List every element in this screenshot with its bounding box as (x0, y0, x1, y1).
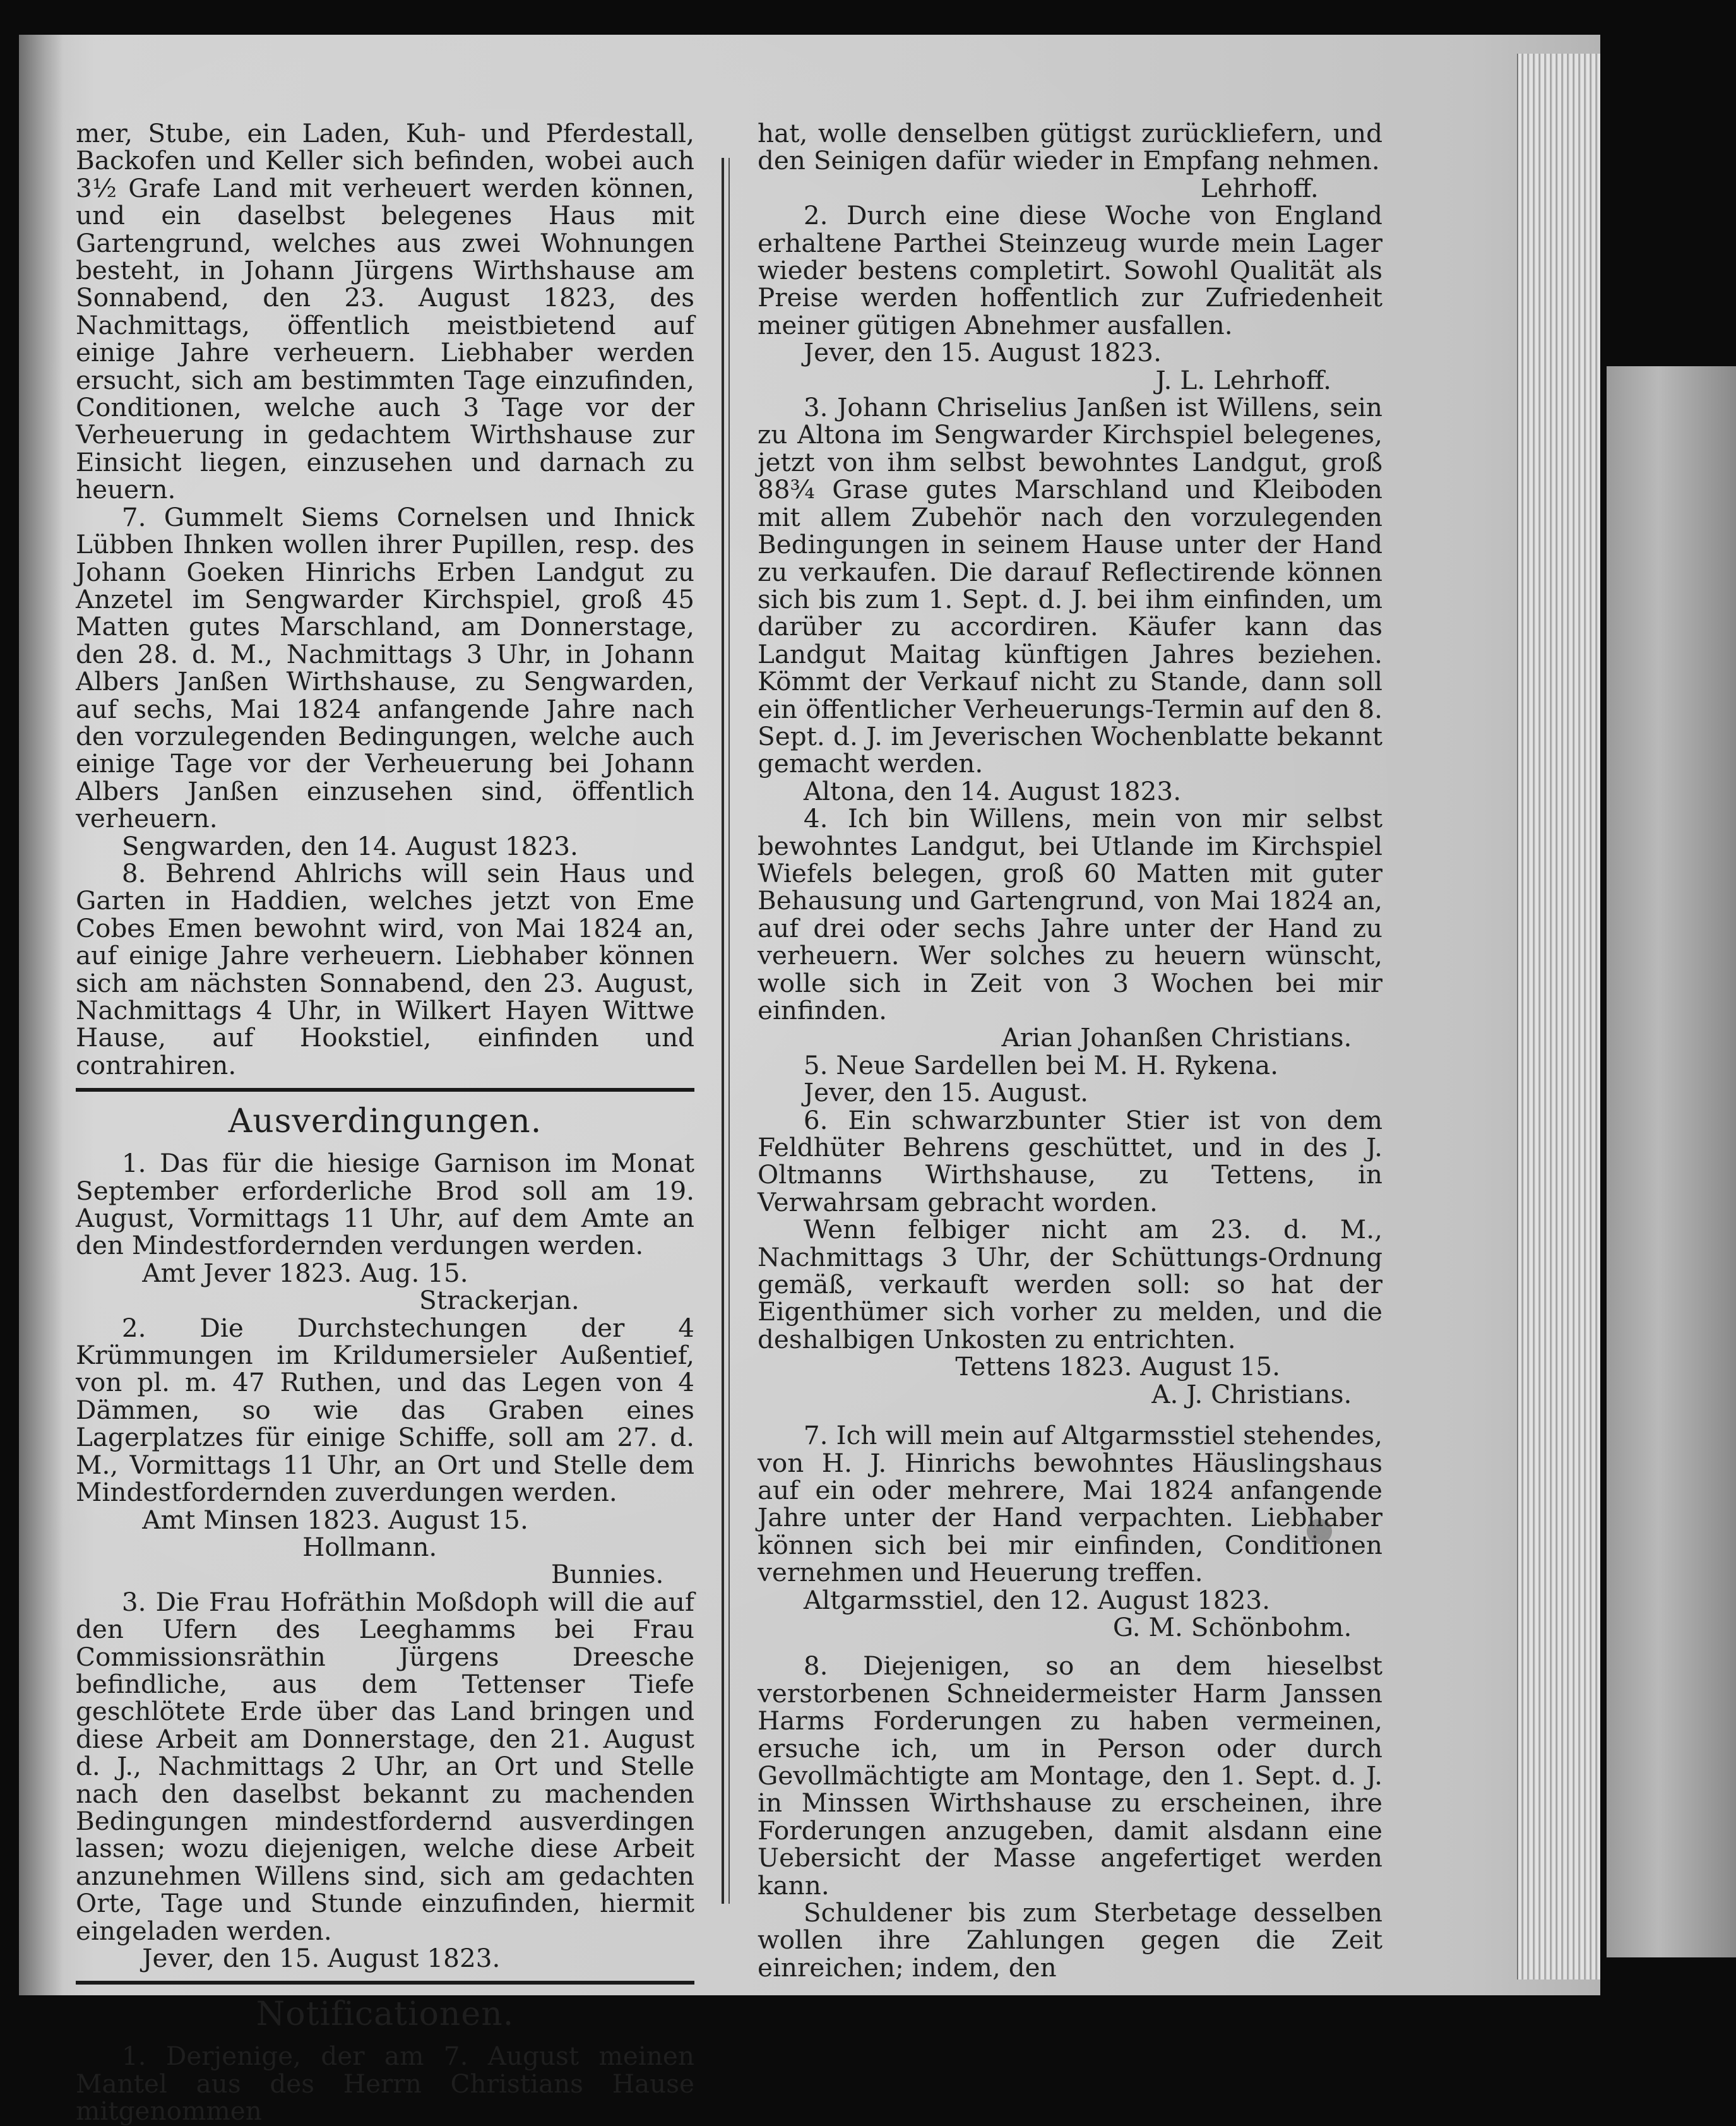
right-item-7-date: Altgarmsstiel, den 12. August 1823. (803, 1584, 1271, 1615)
right-item-3: 3. Johann Chriselius Janßen ist Willens, sein zu Altona im Sengwarder Kirchspiel belegenes, jetzt von ihm selbst bewohntes Landgut, groß 88¾ Grase gutes Marschland und Kleiboden mit allem Zubehör nach den vorzulegenden Bedingungen in seinem Hause unter der Hand zu verkaufen. Die darauf Reflectirende können sich bis zum 1. Sept. d. J. bei ihm einfinden, um darüber zu accordiren. Käufer kann das Landgut Maitag künftigen Jahres beziehen. Kömmt der Verkauf nicht zu Stande, dann soll ein öffentlicher Verheuerungs-Termin auf den 8. Sept. d. J. im Jeverischen Wochenblatte bekannt gemacht werden. (758, 392, 1382, 779)
right-item-2-signature: J. L. Lehrhoff. (1155, 364, 1331, 395)
right-item-7-signature: G. M. Schönbohm. (1112, 1611, 1352, 1642)
page-edges (1517, 54, 1600, 1980)
right-item-4: 4. Ich bin Willens, mein von mir selbst bewohntes Landgut, bei Utlande im Kirchspiel Wiefels belegen, groß 60 Matten mit guter Behausung und Gartengrund, von Mai 1824 an, auf drei oder sechs Jahre unter der Hand zu verheuern. Wer solches zu heuern wünscht, wolle sich in Zeit von 3 Wochen bei mir einfinden. (758, 803, 1382, 1025)
page-flap-edge (1607, 366, 1736, 1957)
column-divider (722, 158, 724, 1904)
column-divider-inner (728, 158, 730, 1904)
right-item-3-date: Altona, den 14. August 1823. (803, 775, 1182, 806)
ausverdingungen-item-2-signature-2: Bunnies. (550, 1559, 664, 1590)
section-rule (76, 1088, 694, 1092)
section-rule (76, 1981, 694, 1985)
right-item-8-continuation: Schuldener bis zum Sterbetage desselben wollen ihre Zahlungen gegen die Zeit einreichen; indem, den (758, 1897, 1382, 1983)
book-gutter (19, 35, 63, 1995)
right-item-2-date: Jever, den 15. August 1823. (803, 337, 1162, 368)
ausverdingungen-item-1-date: Amt Jever 1823. Aug. 15. (142, 1257, 468, 1288)
newspaper-page (19, 35, 1600, 2126)
ausverdingungen-item-3-date: Jever, den 15. August 1823. (142, 1943, 501, 1973)
right-column (758, 120, 1382, 1981)
left-top-continuation: mer, Stube, ein Laden, Kuh- und Pferdestall, Backofen und Keller sich befinden, wobei auch 3½ Grafe Land mit verheuert werden können, und ein daselbst belegenes Haus mit Gartengrund, welches aus zwei Wohnungen besteht, in Johann Jürgens Wirthshause am Sonnabend, den 23. August 1823, des Nachmittags, öffentlich meistbietend auf einige Jahre verheuern. Liebhaber werden ersucht, sich am bestimmten Tage einzufinden, Conditionen, welche auch 3 Tage vor der Verheuerung in gedachtem Wirthshause zur Einsicht liegen, einzusehen und darnach zu heuern. (76, 118, 694, 505)
right-item-6: 6. Ein schwarzbunter Stier ist von dem Feldhüter Behrens geschüttet, und in des J. Oltmanns Wirthshause, zu Tettens, in Verwahrsam gebracht worden. (758, 1104, 1382, 1217)
ausverdingungen-item-1-signature: Strackerjan. (419, 1285, 580, 1316)
right-item-8: 8. Diejenigen, so an dem hieselbst verstorbenen Schneidermeister Harm Janssen Harms Forderungen zu haben vermeinen, ersuche ich, um in Person oder durch Gevollmächtigte am Montage, den 1. Sept. d. J. in Minssen Wirthshause zu erscheinen, ihre Forderungen anzugeben, damit alsdann eine Uebersicht der Masse angefertiget werden kann. (758, 1651, 1382, 1901)
ink-stain (1307, 1519, 1332, 1544)
right-item-7: 7. Ich will mein auf Altgarmsstiel stehendes, von H. J. Hinrichs bewohntes Häuslingshaus auf ein oder mehrere, Mai 1824 anfangende Jahre unter der Hand verpachten. Liebhaber können sich bei mir einfinden, Conditionen vernehmen und Heuerung treffen. (758, 1420, 1382, 1588)
ausverdingungen-item-2: 2. Die Durchstechungen der 4 Krümmungen im Krildumersieler Außentief, von pl. m. 47 Ruthen, und das Legen von 4 Dämmen, so wie das Graben eines Lagerplatzes für einige Schiffe, soll am 27. d. M., Vormittags 11 Uhr, an Ort und Stelle dem Mindestfordernden zuverdungen werden. (76, 1312, 694, 1508)
right-item-6-date: Tettens 1823. August 15. (955, 1351, 1280, 1382)
right-item-6-signature: A. J. Christians. (1151, 1378, 1352, 1409)
left-item-7-date: Sengwarden, den 14. August 1823. (121, 830, 578, 861)
notificationen-item-1: 1. Derjenige, der am 7. August meinen Mantel aus des Herrn Christians Hause mitgenommen (76, 2041, 694, 2126)
ausverdingungen-item-1: 1. Das für die hiesige Garnison im Monat September erforderliche Brod soll am 19. August, Vormittags 11 Uhr, auf dem Amte an den Mindestfordernden verdungen werden. (76, 1148, 694, 1261)
left-item-7: 7. Gummelt Siems Cornelsen und Ihnick Lübben Ihnken wollen ihrer Pupillen, resp. des Johann Goeken Hinrichs Erben Landgut zu Anzetel im Sengwarder Kirchspiel, groß 45 Matten gutes Marschland, am Donnerstage, den 28. d. M., Nachmittags 3 Uhr, in Johann Albers Janßen Wirthshause, zu Sengwarden, auf sechs, Mai 1824 anfangende Jahre nach den vorzulegenden Bedingungen, welche auch einige Tage vor der Verheuerung bei Johann Albers Janßen einzusehen sind, öffentlich verheuern. (76, 501, 694, 834)
section-title-ausverdingungen: Ausverdingungen. (228, 1102, 542, 1141)
section-title-notificationen: Notificationen. (256, 1995, 514, 2034)
right-item-2: 2. Durch eine diese Woche von England erhaltene Parthei Steinzeug wurde mein Lager wieder bestens completirt. Sowohl Qualität als Preise werden hoffentlich zur Zufriedenheit meiner gütigen Abnehmer ausfallen. (758, 200, 1382, 340)
right-top-continuation: hat, wolle denselben gütigst zurückliefern, und den Seinigen dafür wieder in Empfang nehmen. (758, 118, 1382, 176)
right-item-6-continuation: Wenn felbiger nicht am 23. d. M., Nachmittags 3 Uhr, der Schüttungs-Ordnung gemäß, verkauft werden soll: so hat der Eigenthümer sich vorher zu melden, und die deshalbigen Unkosten zu entrichten. (758, 1214, 1382, 1354)
right-item-5: 5. Neue Sardellen bei M. H. Rykena. (803, 1049, 1278, 1080)
right-item-4-signature: Arian Johanßen Christians. (1001, 1022, 1352, 1053)
ausverdingungen-item-2-date: Amt Minsen 1823. August 15. (142, 1504, 528, 1535)
ausverdingungen-item-3: 3. Die Frau Hofräthin Moßdoph will die auf den Ufern des Leeghamms bei Frau Commissionsräthin Jürgens Dreesche befindliche, aus dem Tettenser Tiefe geschlötete Erde über das Land bringen und diese Arbeit am Donnerstage, den 21. August d. J., Nachmittags 2 Uhr, an Ort und Stelle nach den daselbst bekannt zu machenden Bedingungen mindestfordernd ausverdingen lassen; wozu diejenigen, welche diese Arbeit anzunehmen Willens sind, sich am gedachten Orte, Tage und Stunde einzufinden, hiermit eingeladen werden. (76, 1586, 694, 1946)
right-item-5-date: Jever, den 15. August. (803, 1077, 1089, 1108)
left-item-8: 8. Behrend Ahlrichs will sein Haus und Garten in Haddien, welches jetzt von Eme Cobes Emen bewohnt wird, von Mai 1824 an, auf einige Jahre verheuern. Liebhaber können sich am nächsten Sonnabend, den 23. August, Nachmittags 4 Uhr, in Wilkert Hayen Wittwe Hause, auf Hookstiel, einfinden und contrahiren. (76, 857, 694, 1080)
ausverdingungen-item-2-signature-1: Hollmann. (302, 1531, 437, 1562)
left-column (76, 120, 694, 2125)
right-top-signature: Lehrhoff. (1200, 172, 1319, 203)
